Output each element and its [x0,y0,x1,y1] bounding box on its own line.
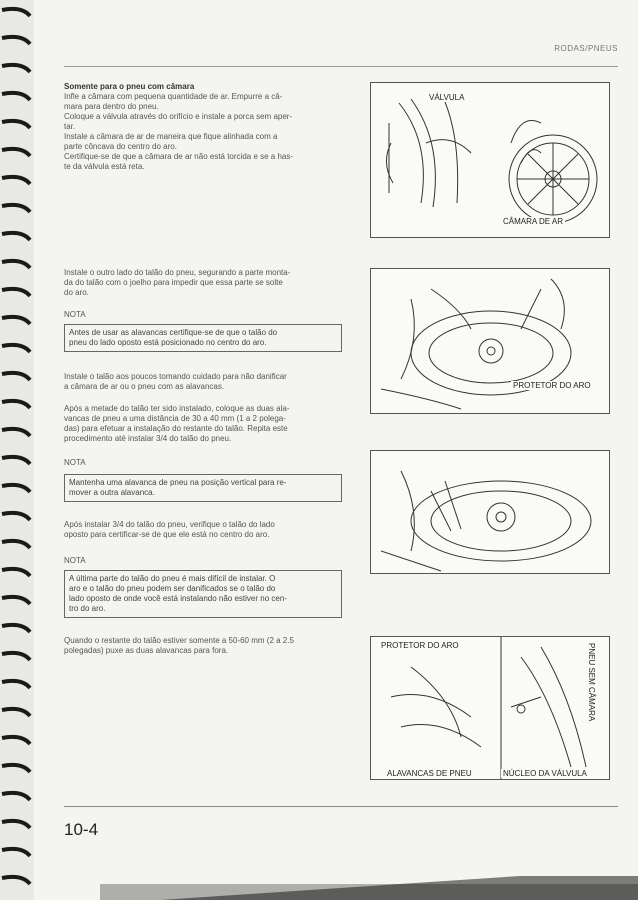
figure-rim-protector [370,268,610,414]
label-valve: VÁLVULA [429,93,465,102]
label-inner-tube: CÂMARA DE AR [503,217,564,226]
label-tubeless-tire: PNEU SEM CÂMARA [587,643,596,722]
section-header: RODAS/PNEUS [554,44,618,53]
instruction-text: Após instalar 3/4 do talão do pneu, verifique o talão do lado oposto para certificar-se de que ele está no centro do aro. [64,520,275,539]
tire-illustration [371,83,609,237]
note-box: Antes de usar as alavancas certifique-se de que o talão do pneu do lado oposto está posicionado no centro do aro. [64,324,342,352]
section-tube-install [64,82,346,172]
section-title: Somente para o pneu com câmara [64,82,195,91]
label-tire-levers: ALAVANCAS DE PNEU [387,769,472,778]
section-bead-install [64,268,346,298]
note-label: NOTA [64,556,86,565]
note-box: A última parte do talão do pneu é mais difícil de instalar. O aro e o talão do pneu podem ser danificados se o talão do lado oposto de onde você está instalando não estiver no cen- tro do aro. [64,570,342,618]
instruction-text: Infle a câmara com pequena quantidade de ar. Empurre a câ- mara para dentro do pneu. Coloque a válvula através do orifício e instale a porca sem aper- tar. Instale a câmara de ar de maneira que fique alinhada com a parte côncava do centro do aro. Certifique-se de que a câmara de ar não está torcida e se a has- te da válvula está reta. [64,92,294,171]
footer-rule [64,806,618,807]
figure-tubeless-tire [370,636,610,780]
instruction-text: Instale o outro lado do talão do pneu, segurando a parte monta- da do talão com o joelho para impedir que essa parte se solte do aro. [64,268,291,297]
label-valve-core: NÚCLEO DA VÁLVULA [503,769,587,778]
tire-illustration [371,451,609,573]
figure-lever-position [370,450,610,574]
instruction-block [64,520,346,540]
figure-valve-tube [370,82,610,238]
header-rule [64,66,618,67]
tire-illustration [371,637,609,779]
instruction-block [64,372,346,392]
instruction-text: Instale o talão aos poucos tomando cuidado para não danificar a câmara de ar ou o pneu com as alavancas. [64,372,287,391]
spiral-binding [0,0,34,900]
instruction-text: Após a metade do talão ter sido instalado, coloque as duas ala- vancas de pneu a uma distância de 30 a 40 mm (1 a 2 polega- das) para efetuar a instalação do restante do talão. Repita este procedimento até instalar 3/4 do talão do pneu. [64,404,290,443]
page-number: 10-4 [64,820,99,839]
note-label: NOTA [64,310,86,319]
tire-illustration [371,269,609,413]
instruction-text: Quando o restante do talão estiver somente a 50-60 mm (2 a 2.5 polegadas) puxe as duas alavancas para fora. [64,636,294,655]
instruction-block [64,404,346,444]
instruction-block [64,636,346,656]
page-edge-shadow [100,872,638,900]
label-rim-protector: PROTETOR DO ARO [381,641,459,650]
label-rim-protector: PROTETOR DO ARO [513,381,591,390]
note-label: NOTA [64,458,86,467]
note-box: Mantenha uma alavanca de pneu na posição vertical para re- mover a outra alavanca. [64,474,342,502]
